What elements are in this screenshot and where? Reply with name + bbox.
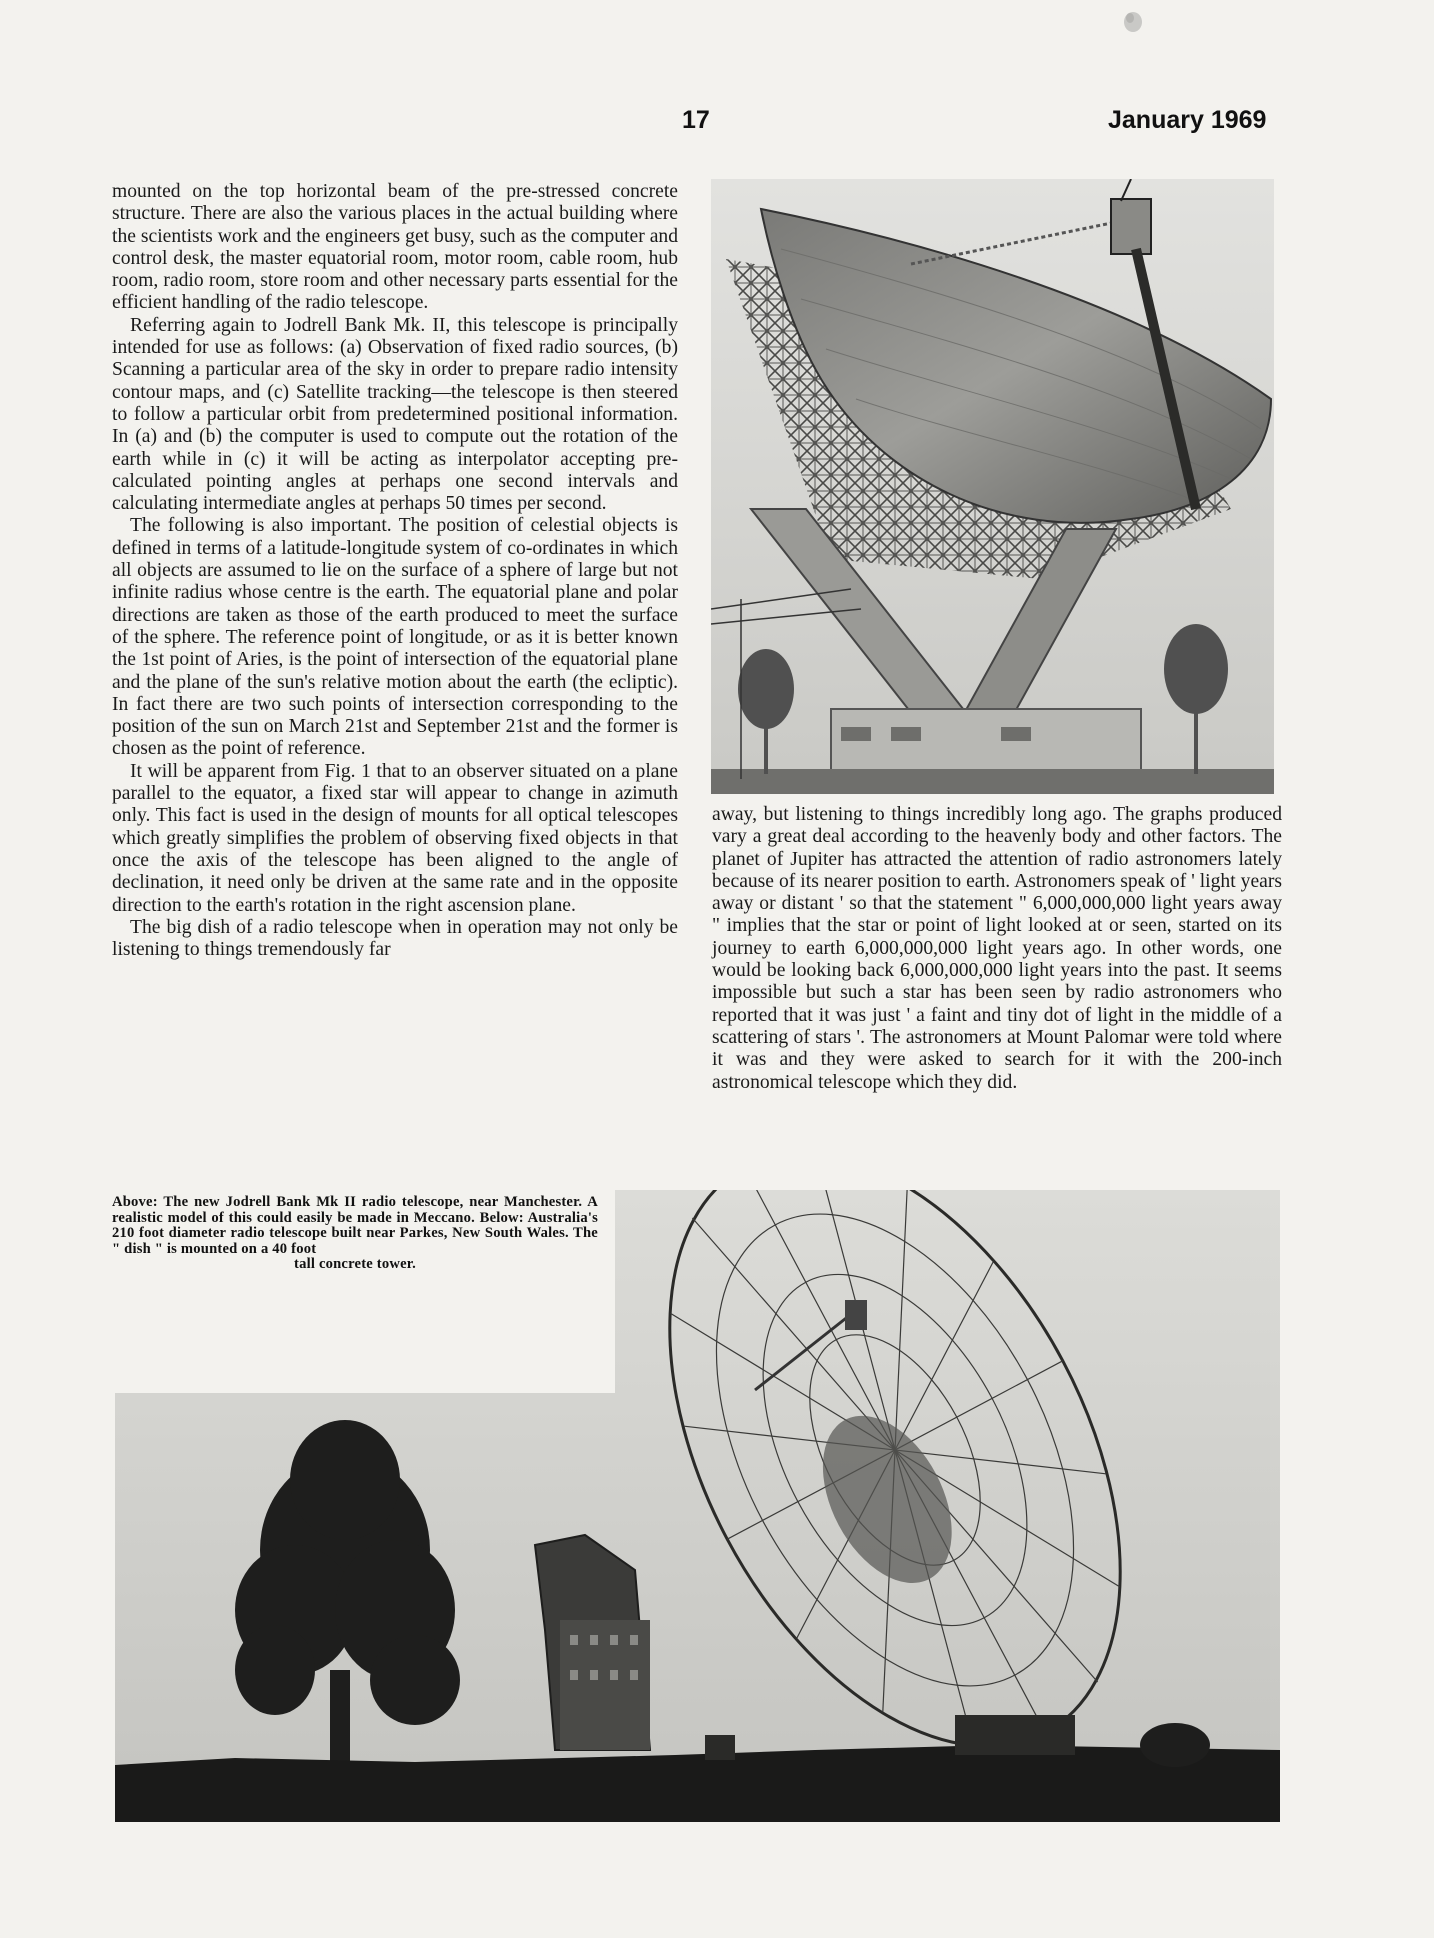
- paragraph-2: Referring again to Jodrell Bank Mk. II, this telescope is principally intended for use as follows: (a) Observation of fixed radio sources, (b) Scanning a particular area of the sky in order to prepare radio intensity contour maps, and (c) Satellite tracking—the telescope is then steered to follow a particular orbit from predetermined positional information. In (a) and (b) the computer is used to compute out the rotation of the earth while in (c) it will be acting as interpolator accepting pre-calculated pointing angles at perhaps one second intervals and calculating intermediate angles at perhaps 50 times per second.: [112, 314, 678, 515]
- caption-last-line: tall concrete tower.: [294, 1256, 416, 1273]
- caption-text: Above: The new Jodrell Bank Mk II radio telescope, near Manchester. A realistic model of this could easily be made in Meccano. Below: Australia's 210 foot diameter radio telescope built near Parkes, New South Wales. The " dish " is mounted on a 40 foot: [112, 1194, 598, 1257]
- article-right-column: [712, 804, 1282, 1094]
- paragraph-5: The big dish of a radio telescope when in operation may not only be listening to things tremendously far: [112, 916, 678, 961]
- page-number: 17: [682, 106, 710, 134]
- jodrell-bank-photo: [711, 179, 1274, 794]
- paragraph-6: away, but listening to things incredibly long ago. The graphs produced vary a great deal according to the heavenly body and other factors. The planet of Jupiter has attracted the attention of radio astronomers lately because of its nearer position to earth. Astronomers speak of ' light years away or distant ' so that the statement " 6,000,000,000 light years away " implies that the star or point of light looked at or seen, started on its journey to earth 6,000,000,000 light years ago. In other words, one would be looking back 6,000,000,000 light years into the past. It seems impossible but such a star has been seen by radio astronomers who reported that it was just ' a faint and tiny dot of light in the middle of a scattering of stars '. The astronomers at Mount Palomar were told where it was and they were asked to search for it with the 200-inch astronomical telescope which they did.: [712, 804, 1282, 1093]
- paragraph-4: It will be apparent from Fig. 1 that to an observer situated on a plane parallel to the equator, a fixed star will appear to change in azimuth only. This fact is used in the design of mounts for all optical telescopes which greatly simplifies the problem of observing fixed objects in that once the axis of the telescope has been aligned to the angle of declination, it need only be driven at the same rate and in the opposite direction to the earth's rotation in the right ascension plane.: [112, 760, 678, 916]
- paragraph-3: The following is also important. The position of celestial objects is defined in terms of a latitude-longitude system of co-ordinates in which all objects are assumed to lie on the surface of a sphere of large but not infinite radius whose centre is the earth. The equatorial plane and polar directions are taken as those of the earth produced to meet the surface of the sphere. The reference point of longitude, or as it is better known the 1st point of Aries, is the point of intersection of the equatorial plane and the plane of the sun's relative motion about the earth (the ecliptic). In fact there are two such points of intersection corresponding to the position of the sun on March 21st and September 21st and the former is chosen as the point of reference.: [112, 515, 678, 760]
- article-left-column: [112, 181, 678, 961]
- paragraph-1: mounted on the top horizontal beam of the pre-stressed concrete structure. There are also the various places in the actual building where the scientists work and the engineers get busy, such as the computer and control desk, the master equatorial room, motor room, cable room, hub room, radio room, store room and other necessary parts essential for the efficient handling of the radio telescope.: [112, 181, 678, 314]
- parkes-telescope-photo: [115, 1190, 1280, 1822]
- figure-caption: [112, 1195, 598, 1273]
- issue-date: January 1969: [1108, 106, 1267, 134]
- page-smudge: [1118, 8, 1148, 36]
